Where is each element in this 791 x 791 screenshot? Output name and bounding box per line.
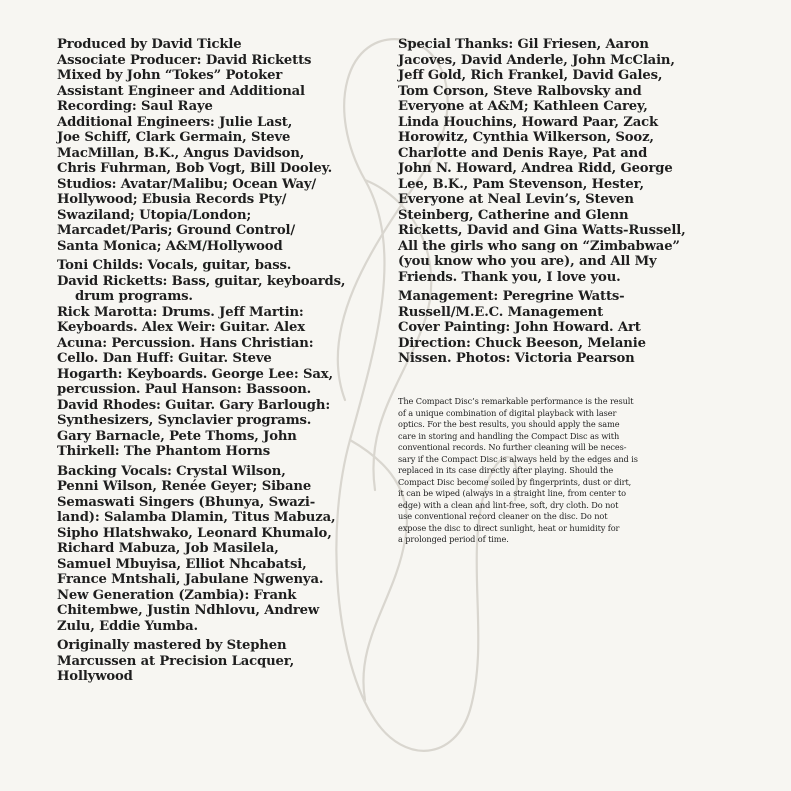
credit-line: Zulu, Eddie Yumba.: [57, 618, 198, 634]
credit-line: Cover Painting: John Howard. Art: [398, 320, 641, 335]
credit-line: Marcussen at Precision Lacquer,: [57, 653, 295, 669]
credit-line: Toni Childs: Vocals, guitar, bass.: [57, 258, 292, 273]
credit-line: Russell/M.E.C. Management: [398, 304, 604, 320]
credit-line: Mixed by John “Tokes” Potoker: [57, 68, 283, 83]
thanks-line: Steinberg, Catherine and Glenn: [398, 207, 629, 223]
notice-line: expose the disc to direct sunlight, heat or humidity for: [398, 522, 620, 533]
backing-vocal-credits: [57, 464, 347, 635]
credit-line: drum programs.: [75, 289, 193, 304]
thanks-line: Linda Houchins, Howard Paar, Zack: [398, 114, 659, 130]
credit-line: Direction: Chuck Beeson, Melanie: [398, 335, 646, 351]
credit-line: Gary Barnacle, Pete Thoms, John: [57, 428, 297, 444]
credit-line: New Generation (Zambia): Frank: [57, 587, 297, 603]
credit-line: David Ricketts: Bass, guitar, keyboards,: [57, 273, 346, 289]
notice-line: use conventional record cleaner on the disc. Do not: [398, 511, 608, 521]
thanks-line: John N. Howard, Andrea Ridd, George: [398, 161, 673, 176]
thanks-line: Charlotte and Denis Raye, Pat and: [398, 145, 648, 161]
right-credits-column: [398, 37, 688, 371]
credit-line: Cello. Dan Huff: Guitar. Steve: [57, 351, 272, 366]
credit-line: Hollywood; Ebusia Records Pty/: [57, 192, 287, 207]
credit-line: Produced by David Tickle: [57, 37, 242, 52]
credit-line: Swaziland; Utopia/London;: [57, 207, 252, 223]
credit-line: Originally mastered by Stephen: [57, 638, 287, 653]
management-credits: [398, 289, 688, 367]
credit-line: Backing Vocals: Crystal Wilson,: [57, 463, 286, 479]
compact-disc-care-notice: [398, 396, 698, 546]
notice-line: care in storing and handling the Compact Disc as with: [398, 430, 620, 441]
thanks-line: Everyone at Neal Levin’s, Steven: [398, 192, 634, 207]
credit-line: Studios: Avatar/Malibu; Ocean Way/: [57, 176, 317, 192]
thanks-line: Tom Corson, Steve Ralbovsky and: [398, 83, 642, 99]
credit-line: land): Salamba Dlamin, Titus Mabuza,: [57, 510, 336, 525]
notice-line: conventional records. No further cleaning will be neces-: [398, 442, 627, 452]
credit-line: Additional Engineers: Julie Last,: [57, 114, 293, 130]
thanks-line: Horowitz, Cynthia Wilkerson, Sooz,: [398, 130, 654, 145]
credit-line: Sipho Hlatshwako, Leonard Khumalo,: [57, 525, 332, 541]
notice-line: of a unique combination of digital playback with laser: [398, 407, 617, 418]
credit-line: Hogarth: Keyboards. George Lee: Sax,: [57, 366, 333, 382]
thanks-line: Ricketts, David and Gina Watts-Russell,: [398, 223, 686, 238]
thanks-line: (you know who you are), and All My: [398, 254, 657, 269]
credit-line: Assistant Engineer and Additional: [57, 83, 305, 99]
musician-credits: [57, 258, 347, 460]
credit-line: Chris Fuhrman, Bob Vogt, Bill Dooley.: [57, 161, 333, 176]
credit-line: percussion. Paul Hanson: Bassoon.: [57, 382, 312, 397]
credit-line: Marcadet/Paris; Ground Control/: [57, 223, 296, 238]
notice-line: The Compact Disc’s remarkable performance is the result: [398, 396, 634, 406]
thanks-line: Special Thanks: Gil Friesen, Aaron: [398, 37, 649, 52]
notice-line: edge) with a clean and lint-free, soft, dry cloth. Do not: [398, 499, 619, 510]
special-thanks: [398, 37, 688, 285]
credit-line: Chitembwe, Justin Ndhlovu, Andrew: [57, 603, 320, 618]
left-credits-column: [57, 37, 347, 689]
credit-line: Santa Monica; A&M/Hollywood: [57, 238, 283, 254]
notice-line: Compact Disc become soiled by fingerprints, dust or dirt,: [398, 476, 632, 487]
notice-line: a prolonged period of time.: [398, 534, 509, 544]
thanks-line: Everyone at A&M; Kathleen Carey,: [398, 99, 648, 114]
credit-line: Rick Marotta: Drums. Jeff Martin:: [57, 304, 304, 320]
credit-line: Samuel Mbuyisa, Elliot Nhcabatsi,: [57, 556, 307, 572]
credit-line: Acuna: Percussion. Hans Christian:: [57, 335, 314, 351]
credit-line: Thirkell: The Phantom Horns: [57, 444, 270, 459]
mastering-credit: [57, 638, 347, 685]
credit-line: Semaswati Singers (Bhunya, Swazi-: [57, 494, 316, 510]
credit-line: Penni Wilson, Renée Geyer; Sibane: [57, 479, 312, 494]
credit-line: Synthesizers, Synclavier programs.: [57, 413, 312, 428]
notice-line: optics. For the best results, you should apply the same: [398, 419, 620, 429]
notice-line: replaced in its case directly after playing. Should the: [398, 465, 614, 475]
credit-line: MacMillan, B.K., Angus Davidson,: [57, 145, 305, 161]
credit-line: Recording: Saul Raye: [57, 99, 213, 114]
notice-line: it can be wiped (always in a straight line, from center to: [398, 488, 626, 498]
credit-line: Hollywood: [57, 669, 133, 684]
credit-line: David Rhodes: Guitar. Gary Barlough:: [57, 397, 331, 413]
thanks-line: All the girls who sang on “Zimbabwae”: [398, 238, 680, 254]
credit-line: Nissen. Photos: Victoria Pearson: [398, 351, 635, 366]
credit-line: Associate Producer: David Ricketts: [57, 52, 312, 68]
thanks-line: Friends. Thank you, I love you.: [398, 269, 621, 285]
credit-line: Joe Schiff, Clark Germain, Steve: [57, 130, 291, 145]
production-credits: [57, 37, 347, 254]
credit-line: Management: Peregrine Watts-: [398, 289, 625, 304]
thanks-line: Jacoves, David Anderle, John McClain,: [398, 52, 675, 68]
credit-line: France Mntshali, Jabulane Ngwenya.: [57, 572, 324, 587]
notice-line: sary if the Compact Disc is always held by the edges and is: [398, 453, 638, 464]
credit-line: Richard Mabuza, Job Masilela,: [57, 541, 279, 556]
credit-line: Keyboards. Alex Weir: Guitar. Alex: [57, 320, 305, 335]
thanks-line: Jeff Gold, Rich Frankel, David Gales,: [398, 68, 663, 83]
thanks-line: Lee, B.K., Pam Stevenson, Hester,: [398, 176, 644, 192]
